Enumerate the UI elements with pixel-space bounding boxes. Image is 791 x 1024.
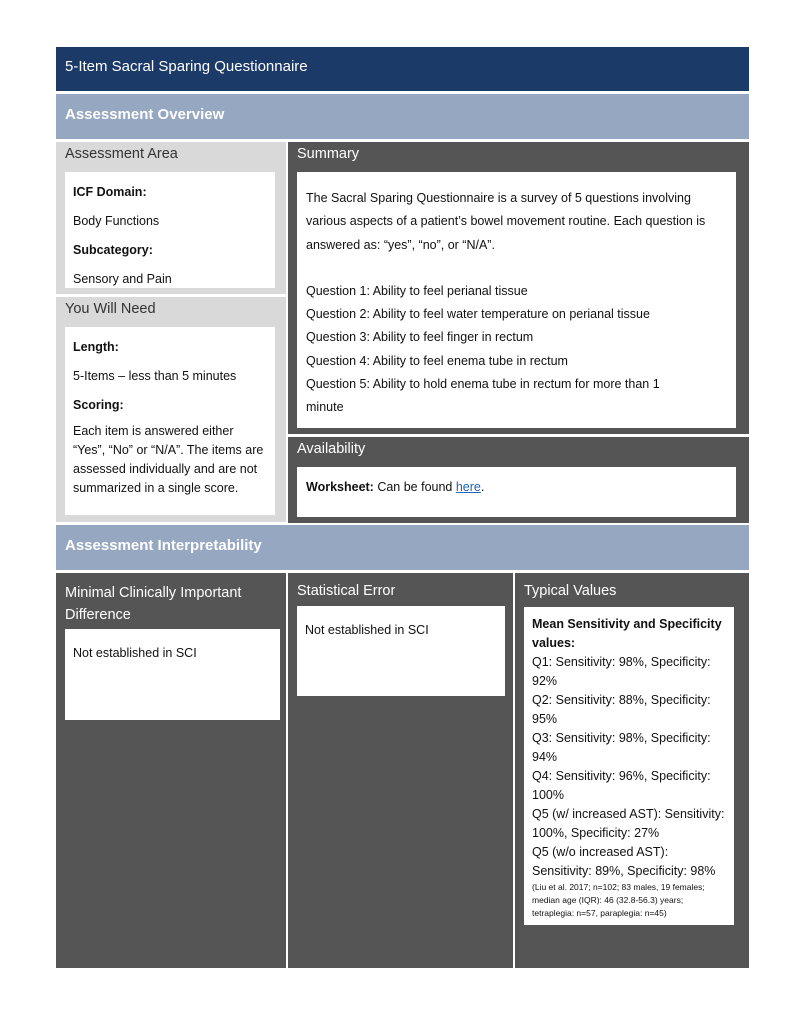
you-will-need-heading: You Will Need — [65, 301, 156, 317]
typical-values-row-4: Q4: Sensitivity: 96%, Specificity: 100% — [532, 769, 711, 802]
typical-values-citation: (Liu et al. 2017; n=102; 83 males, 19 females; median age (IQR): 46 (32.8-56.3) years; tetraplegia: n=57, paraplegia: n=45) — [532, 882, 705, 918]
assessment-area-box — [65, 172, 275, 288]
summary-box — [297, 172, 736, 428]
typical-values-row-6: Q5 (w/o increased AST): Sensitivity: 89%, Specificity: 98% — [532, 845, 716, 878]
question-3: Question 3: Ability to feel finger in rectum — [306, 330, 534, 345]
page-title: 5-Item Sacral Sparing Questionnaire — [56, 47, 749, 91]
question-2: Question 2: Ability to feel water temperature on perianal tissue — [306, 307, 650, 322]
worksheet-text: Can be found — [373, 480, 456, 494]
question-1: Question 1: Ability to feel perianal tissue — [306, 283, 528, 298]
typical-values-row-2: Q2: Sensitivity: 88%, Specificity: 95% — [532, 693, 711, 726]
mcid-heading: Minimal Clinically Important Difference — [65, 585, 242, 623]
mcid-value: Not established in SCI — [73, 646, 197, 660]
length-label: Length: — [73, 340, 119, 354]
mcid-box — [65, 629, 280, 720]
statistical-error-value: Not established in SCI — [305, 623, 429, 637]
subcategory-label: Subcategory: — [73, 243, 153, 257]
icf-domain-value: Body Functions — [73, 214, 160, 228]
question-4: Question 4: Ability to feel enema tube in rectum — [306, 353, 568, 368]
typical-values-row-5: Q5 (w/ increased AST): Sensitivity: 100%, Specificity: 27% — [532, 807, 725, 840]
scoring-value: Each item is answered either “Yes”, “No” or “N/A”. The items are assessed individually and are not summarized in a single score. — [73, 424, 264, 495]
assessment-area-heading: Assessment Area — [65, 146, 178, 162]
typical-values-heading: Typical Values — [524, 583, 617, 599]
worksheet-link[interactable]: here — [455, 480, 481, 494]
summary-heading: Summary — [297, 146, 360, 162]
statistical-error-box — [297, 606, 505, 696]
icf-domain-label: ICF Domain: — [73, 185, 147, 199]
worksheet-after-link: . — [480, 480, 485, 494]
section-heading-overview: Assessment Overview — [56, 94, 749, 139]
subcategory-value: Sensory and Pain — [73, 272, 172, 286]
statistical-error-heading: Statistical Error — [297, 583, 396, 599]
length-value: 5-Items – less than 5 minutes — [73, 369, 237, 383]
typical-values-row-3: Q3: Sensitivity: 98%, Specificity: 94% — [532, 731, 711, 764]
worksheet-label: Worksheet: — [306, 480, 374, 494]
you-will-need-box — [65, 327, 275, 515]
section-heading-interpretability: Assessment Interpretability — [56, 525, 749, 570]
availability-box — [297, 467, 736, 517]
typical-values-box — [524, 607, 734, 925]
typical-values-row-1: Q1: Sensitivity: 98%, Specificity: 92% — [532, 655, 711, 688]
availability-heading: Availability — [297, 441, 366, 457]
summary-intro: The Sacral Sparing Questionnaire is a survey of 5 questions involving various aspects of a patient’s bowel movement routine. Each question is answered as: “yes”, “no”, or “N/A”. — [306, 191, 706, 252]
typical-values-title: Mean Sensitivity and Specificity values: — [532, 617, 722, 650]
question-5: Question 5: Ability to hold enema tube in rectum for more than 1 minute — [306, 377, 660, 415]
scoring-label: Scoring: — [73, 398, 124, 412]
